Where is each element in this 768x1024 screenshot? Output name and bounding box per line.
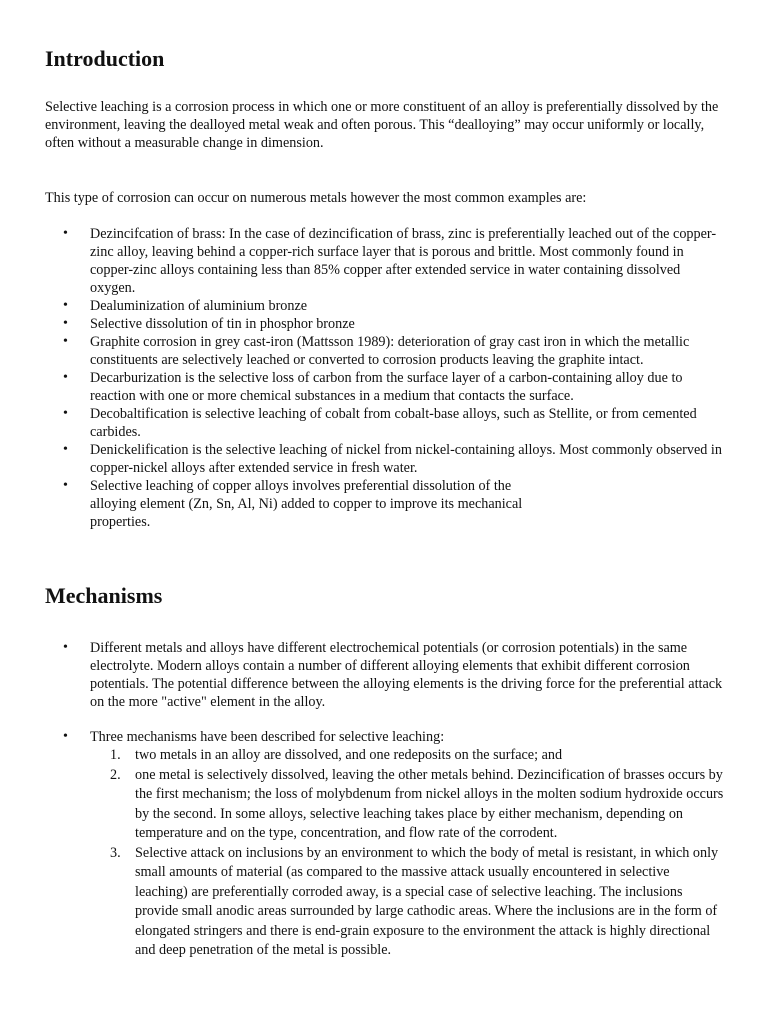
mechanism-step — [90, 844, 725, 961]
list-item: • Decarburization is the selective loss of carbon from the surface layer of a carbon-containing alloy due to reaction with one or more chemical substances in a medium that contacts the surface. — [45, 369, 725, 405]
list-item: • Selective leaching of copper alloys involves preferential dissolution of the alloying element (Zn, Sn, Al, Ni) added to copper to improve its mechanical properties. — [45, 477, 725, 531]
step-number: 2. — [110, 766, 121, 783]
step-number: 1. — [110, 747, 121, 763]
mechanism-step — [90, 766, 725, 844]
mechanisms-list-b — [45, 728, 725, 961]
list-item: • Different metals and alloys have different electrochemical potentials (or corrosion potentials) in the same electrolyte. Modern alloys contain a number of different alloying elements that exhibit different corrosion potentials. The potential difference between the alloying elements is the driving force for the preferential attack on the more "active" element in the alloy. — [45, 639, 725, 711]
mechanisms-intro-text: Three mechanisms have been described for selective leaching: — [90, 729, 445, 745]
list-item: • Graphite corrosion in grey cast-iron (Mattsson 1989): deterioration of gray cast iron in which the metallic constituents are selectively leached or converted to corrosion products leaving the graphite intact. — [45, 333, 725, 369]
mechanisms-heading: Mechanisms — [45, 583, 163, 608]
mechanism-steps — [90, 746, 725, 961]
list-item: • Dealuminization of aluminium bronze — [45, 297, 725, 315]
list-item: • Selective dissolution of tin in phosphor bronze — [45, 315, 725, 333]
step-text: one metal is selectively dissolved, leaving the other metals behind. Dezincification of brasses occurs by the first mechanism; the loss of molybdenum from nickel alloys in the molten sodium hydroxide occurs by the second. In some alloys, selective leaching takes place by either mechanism, depending on temperature and on the type, concentration, and flow rate of the corrodent. — [135, 766, 724, 841]
examples-list — [45, 225, 725, 531]
mechanisms-list-a — [45, 639, 725, 711]
list-item: • Dezincifcation of brass: In the case of dezincification of brass, zinc is preferentially leached out of the copper-zinc alloy, leaving behind a copper-rich surface layer that is porous and brittle. Most commonly found in copper-zinc alloys containing less than 85% copper after extended service in water containing dissolved oxygen. — [45, 225, 725, 297]
list-item: • Denickelification is the selective leaching of nickel from nickel-containing alloys. Most commonly observed in copper-nickel alloys after extended service in fresh water. — [45, 441, 725, 477]
introduction-heading: Introduction — [45, 46, 165, 71]
introduction-paragraph: Selective leaching is a corrosion process in which one or more constituent of an alloy is preferentially dissolved by the environment, leaving the dealloyed metal weak and often porous. This “dealloying” may occur uniformly or locally, often without a measurable change in dimension. — [45, 99, 719, 151]
step-text: Selective attack on inclusions by an environment to which the body of metal is resistant, in which only small amounts of material (as compared to the massive attack usually encountered in selective leaching) are preferentially corroded away, is a special case of selective leaching. The inclusions provide small anodic areas surrounded by large cathodic areas. Where the inclusions are in the form of elongated stringers and there is end-grain exposure to the environment the attack is highly directional and deep penetration of the metal is possible. — [135, 844, 719, 958]
step-text: two metals in an alloy are dissolved, and one redeposits on the surface; and — [135, 747, 563, 763]
list-item: • Decobaltification is selective leaching of cobalt from cobalt-base alloys, such as Stellite, or from cemented carbides. — [45, 405, 725, 441]
examples-lead: This type of corrosion can occur on numerous metals however the most common examples are: — [45, 190, 587, 206]
list-item — [45, 728, 725, 961]
step-number: 3. — [110, 844, 121, 861]
mechanism-step — [90, 746, 725, 766]
